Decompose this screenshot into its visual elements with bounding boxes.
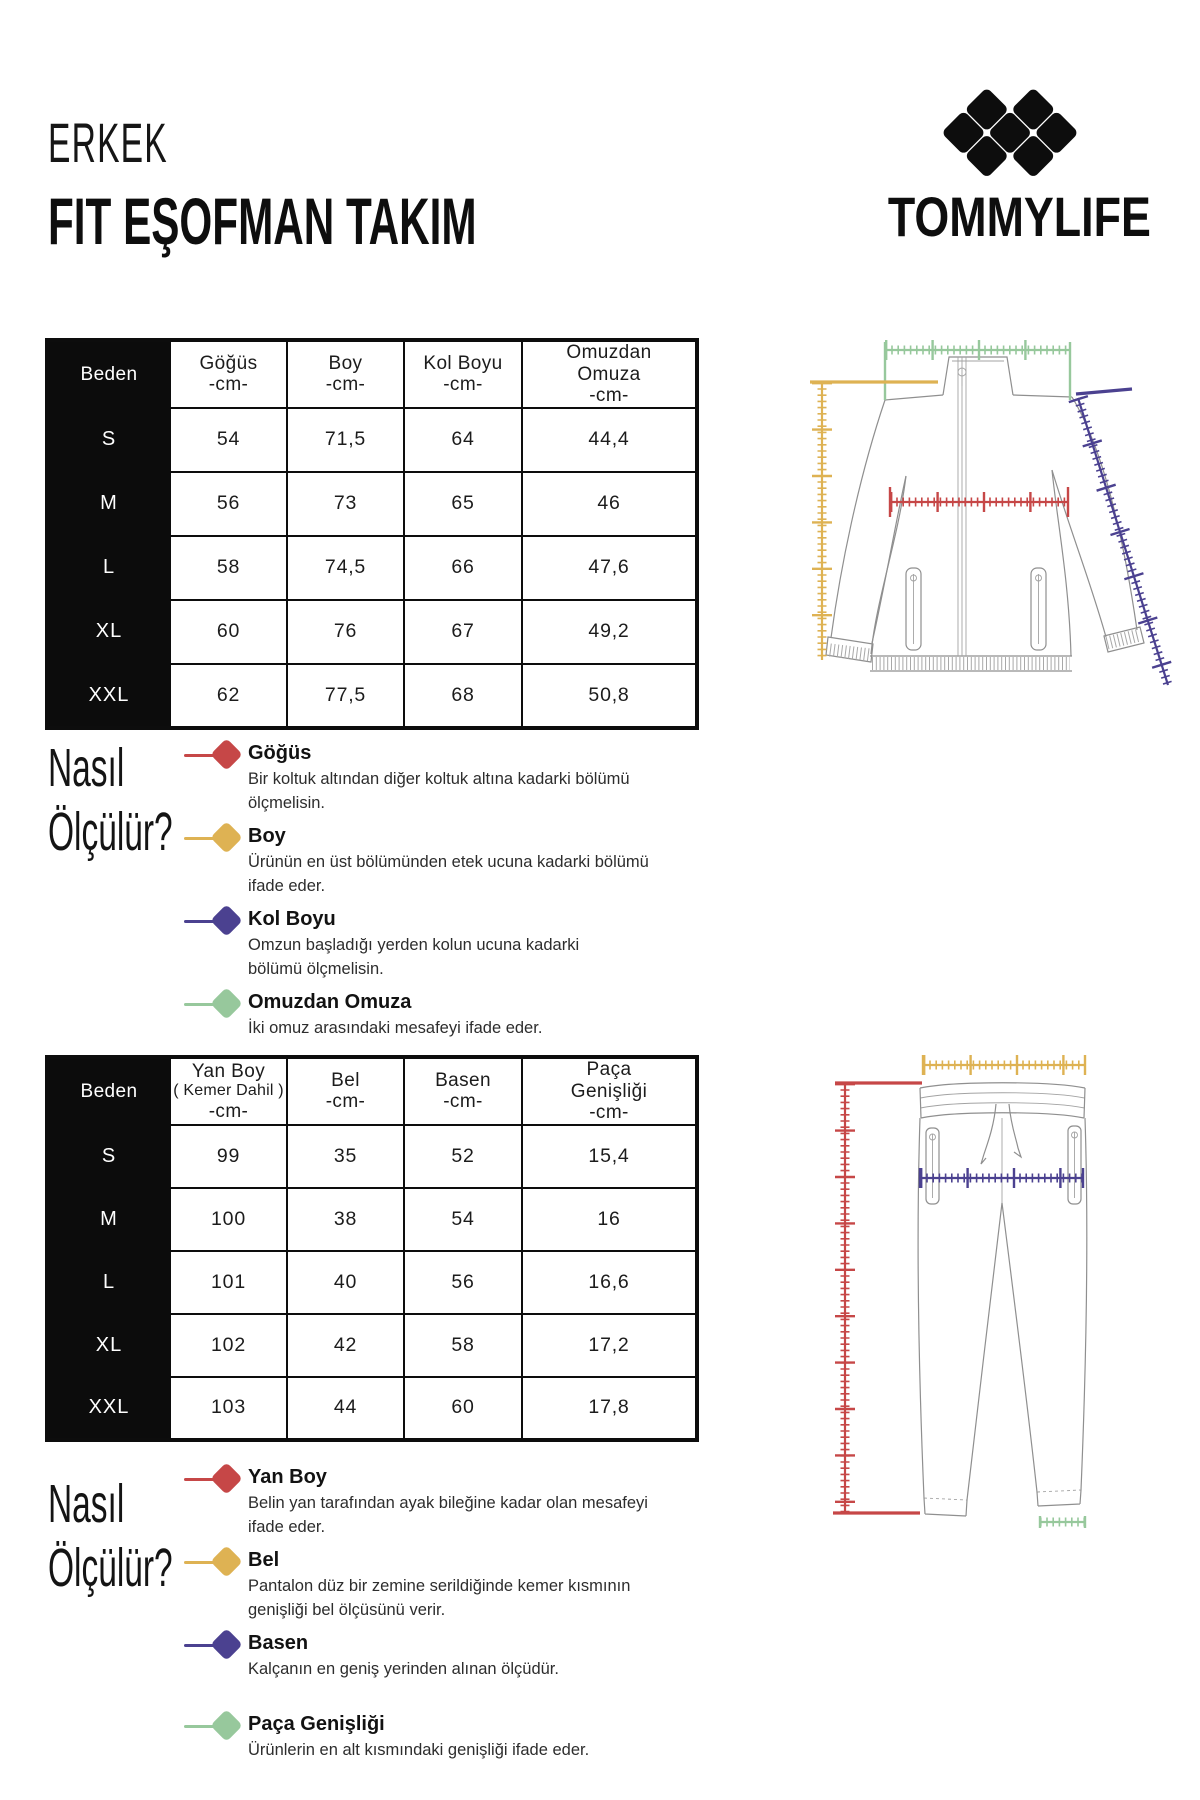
- size-cell: 56: [170, 472, 287, 536]
- size-cell: 16,6: [522, 1251, 697, 1314]
- table-header-row: [47, 1057, 697, 1125]
- size-cell: 50,8: [522, 664, 697, 728]
- size-cell: 100: [170, 1188, 287, 1251]
- size-cell: 58: [170, 536, 287, 600]
- table-row: [47, 600, 697, 664]
- legend-item-gogus: Göğüs Bir koltuk altından diğer koltuk altına kadarki bölümü ölçmelisin.: [184, 742, 694, 816]
- size-cell: 46: [522, 472, 697, 536]
- heading-line: Nasıl: [48, 738, 125, 798]
- side-length-ruler: [833, 1083, 922, 1513]
- header-cell-gogus: Göğüs -cm-: [170, 340, 287, 408]
- header-cell-basen: Basen -cm-: [404, 1057, 522, 1125]
- measure-diamond-icon: [184, 825, 242, 855]
- header-cell-yan-boy: Yan Boy ( Kemer Dahil ) -cm-: [170, 1057, 287, 1125]
- size-cell: 47,6: [522, 536, 697, 600]
- legend-item-basen: Basen Kalçanın en geniş yerinden alınan ölçüdür.: [184, 1632, 694, 1704]
- size-label: XL: [47, 600, 170, 664]
- size-label: XL: [47, 1314, 170, 1377]
- size-cell: 66: [404, 536, 522, 600]
- header-cell-beden: Beden: [47, 340, 170, 408]
- size-cell: 67: [404, 600, 522, 664]
- size-cell: 35: [287, 1125, 404, 1188]
- header-cell-paca-genisligi: Paça Genişliği -cm-: [522, 1057, 697, 1125]
- table-row: [47, 1251, 697, 1314]
- brand-diamonds-icon: [927, 86, 1093, 182]
- size-cell: 71,5: [287, 408, 404, 472]
- size-cell: 58: [404, 1314, 522, 1377]
- measure-diamond-icon: [184, 1632, 242, 1662]
- header-cell-boy: Boy -cm-: [287, 340, 404, 408]
- size-cell: 102: [170, 1314, 287, 1377]
- pants-sketch: [918, 1083, 1087, 1516]
- legend-item-bel: Bel Pantalon düz bir zemine serildiğinde kemer kısmının genişliği bel ölçüsünü verir.: [184, 1549, 694, 1623]
- table-header-row: [47, 340, 697, 408]
- jacket-measure-legend: [184, 742, 694, 1072]
- size-cell: 40: [287, 1251, 404, 1314]
- heading-line: Nasıl: [48, 1474, 125, 1534]
- size-cell: 56: [404, 1251, 522, 1314]
- size-label: L: [47, 1251, 170, 1314]
- size-cell: 74,5: [287, 536, 404, 600]
- size-cell: 16: [522, 1188, 697, 1251]
- header-cell-bel: Bel -cm-: [287, 1057, 404, 1125]
- size-label: M: [47, 1188, 170, 1251]
- table-row: [47, 1314, 697, 1377]
- table-row: [47, 536, 697, 600]
- header-cell-omuzdan-omuza: Omuzdan Omuza -cm-: [522, 340, 697, 408]
- heading-line: Ölçülür?: [48, 802, 173, 862]
- measure-diamond-icon: [184, 991, 242, 1021]
- jacket-diagram: [700, 280, 1190, 705]
- size-cell: 17,2: [522, 1314, 697, 1377]
- size-label: S: [47, 408, 170, 472]
- size-label: S: [47, 1125, 170, 1188]
- product-name: FIT EŞOFMAN TAKIM: [48, 184, 477, 258]
- size-cell: 54: [170, 408, 287, 472]
- size-cell: 60: [404, 1377, 522, 1440]
- table-row: [47, 1377, 697, 1440]
- brand-logo: [855, 86, 1165, 249]
- hem-width-ruler: [1040, 1516, 1085, 1528]
- size-cell: 44,4: [522, 408, 697, 472]
- table-row: [47, 408, 697, 472]
- size-cell: 62: [170, 664, 287, 728]
- size-cell: 68: [404, 664, 522, 728]
- size-cell: 60: [170, 600, 287, 664]
- size-cell: 38: [287, 1188, 404, 1251]
- measure-diamond-icon: [184, 1713, 242, 1743]
- size-cell: 44: [287, 1377, 404, 1440]
- legend-item-paca-genisligi: Paça Genişliği Ürünlerin en alt kısmındaki genişliği ifade eder.: [184, 1713, 694, 1785]
- size-cell: 103: [170, 1377, 287, 1440]
- shoulder-width-ruler: [885, 342, 1070, 400]
- sleeve-length-ruler: [1076, 389, 1168, 685]
- measure-diamond-icon: [184, 908, 242, 938]
- measure-diamond-icon: [184, 1549, 242, 1579]
- legend-item-boy: Boy Ürünün en üst bölümünden etek ucuna kadarki bölümü ifade eder.: [184, 825, 694, 899]
- size-cell: 65: [404, 472, 522, 536]
- table-row: [47, 1188, 697, 1251]
- heading-line: Ölçülür?: [48, 1538, 173, 1598]
- header-cell-kol-boyu: Kol Boyu -cm-: [404, 340, 522, 408]
- size-cell: 17,8: [522, 1377, 697, 1440]
- jacket-sketch: [826, 357, 1144, 671]
- size-cell: 101: [170, 1251, 287, 1314]
- pants-size-table: [45, 1055, 699, 1442]
- size-label: M: [47, 472, 170, 536]
- chest-width-ruler: [890, 487, 1068, 517]
- measure-diamond-icon: [184, 742, 242, 772]
- page-title: [48, 110, 718, 259]
- length-ruler: [810, 382, 938, 660]
- table-row: [47, 1125, 697, 1188]
- size-cell: 73: [287, 472, 404, 536]
- table-row: [47, 664, 697, 728]
- measure-diamond-icon: [184, 1466, 242, 1496]
- legend-item-omuzdan-omuza: Omuzdan Omuza İki omuz arasındaki mesafeyi ifade eder.: [184, 991, 694, 1063]
- waist-ruler: [923, 1055, 1085, 1075]
- product-gender: ERKEK: [48, 111, 168, 174]
- brand-name: TOMMYLIFE: [887, 185, 1151, 248]
- jacket-size-table: [45, 338, 699, 730]
- size-cell: 54: [404, 1188, 522, 1251]
- size-cell: 15,4: [522, 1125, 697, 1188]
- size-cell: 42: [287, 1314, 404, 1377]
- table-row: [47, 472, 697, 536]
- size-label: XXL: [47, 664, 170, 728]
- size-cell: 77,5: [287, 664, 404, 728]
- legend-item-kol-boyu: Kol Boyu Omzun başladığı yerden kolun ucuna kadarki bölümü ölçmelisin.: [184, 908, 694, 982]
- size-cell: 99: [170, 1125, 287, 1188]
- size-cell: 76: [287, 600, 404, 664]
- pants-diagram: [700, 1040, 1200, 1540]
- size-cell: 49,2: [522, 600, 697, 664]
- legend-item-yan-boy: Yan Boy Belin yan tarafından ayak bileğine kadar olan mesafeyi ifade eder.: [184, 1466, 694, 1540]
- pants-measure-legend: [184, 1466, 694, 1794]
- size-label: L: [47, 536, 170, 600]
- size-label: XXL: [47, 1377, 170, 1440]
- header-cell-beden: Beden: [47, 1057, 170, 1125]
- hip-ruler: [920, 1168, 1083, 1188]
- size-cell: 52: [404, 1125, 522, 1188]
- size-cell: 64: [404, 408, 522, 472]
